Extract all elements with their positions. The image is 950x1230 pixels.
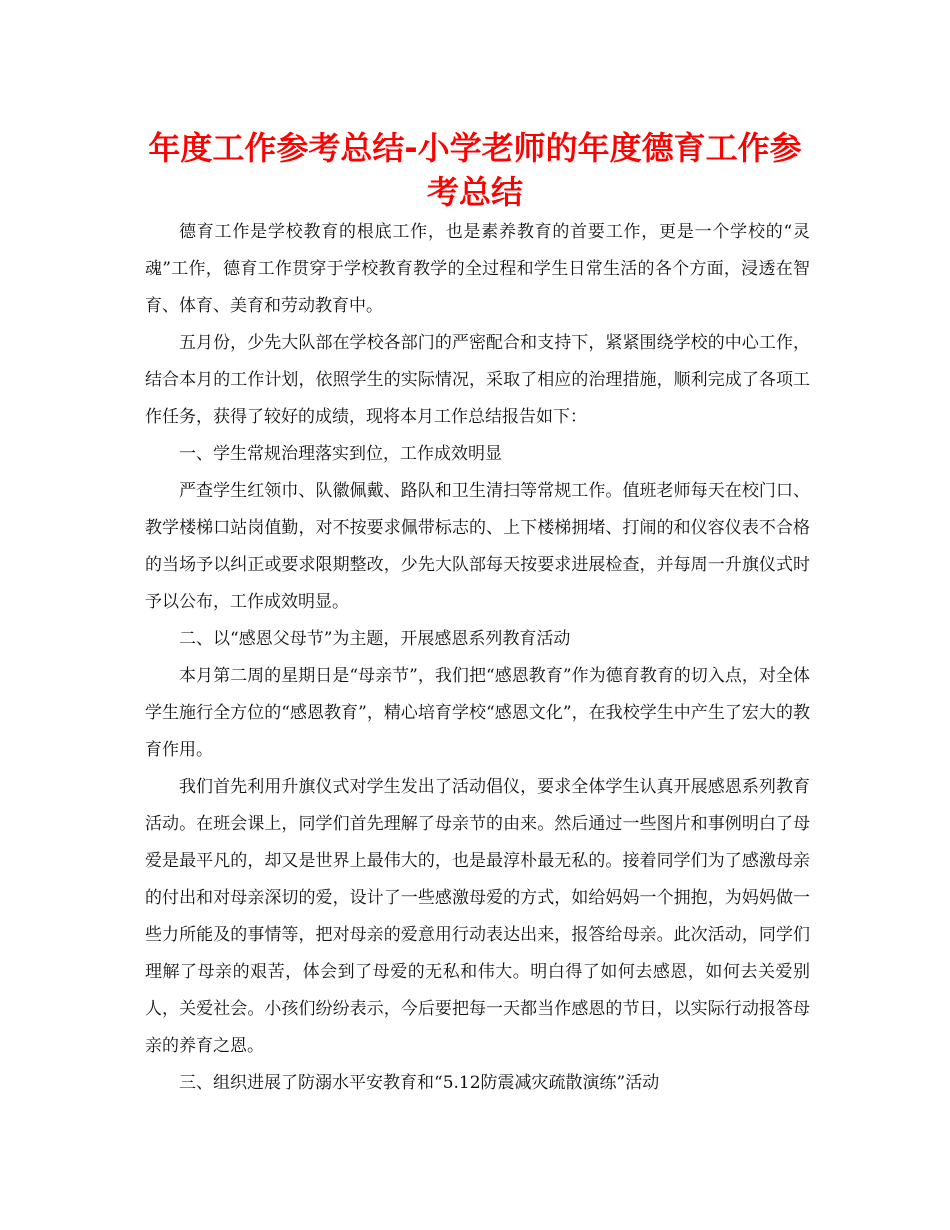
paragraph-activities: 我们首先利用升旗仪式对学生发出了活动倡仪，要求全体学生认真开展感恩系列教育活动。在班会课上，同学们首先理解了母亲节的由来。然后通过一些图片和事例明白了母爱是最平凡的，却又是世界上最伟大的，也是最淳朴最无私的。接着同学们为了感激母亲的付出和对母亲深切的爱，设计了一些感激母爱的方式，如给妈妈一个拥抱，为妈妈做一些力所能及的事情等，把对母亲的爱意用行动表达出来，报答给母亲。此次活动，同学们理解了母亲的艰苦，体会到了母爱的无私和伟大。明白得了如何去感恩，如何去关爱别人，关爱社会。小孩们纷纷表示，今后要把每一天都当作感恩的节日，以实际行动报答母亲的养育之恩。	[145, 777, 810, 1056]
document-title: 年度工作参考总结-小学老师的年度德育工作参考总结	[148, 129, 802, 211]
paragraph-intro: 德育工作是学校教育的根底工作，也是素养教育的首要工作，更是一个学校的“灵魂”工作，德育工作贯穿于学校教育教学的全过程和学生日常生活的各个方面，浸透在智育、体育、美育和劳动教育中。	[145, 222, 810, 316]
document-body	[145, 214, 810, 1102]
paragraph-routine-checks: 严查学生红领巾、队徽佩戴、路队和卫生清扫等常规工作。值班老师每天在校门口、教学楼梯口站岗值勤，对不按要求佩带标志的、上下楼梯拥堵、打闹的和仪容仪表不合格的当场予以纠正或要求限期整改，少先大队部每天按要求进展检查，并每周一升旗仪式时予以公布，工作成效明显。	[145, 481, 810, 612]
section-heading-3: 三、组织进展了防溺水平安教育和“5.12防震减灾疏散演练”活动	[179, 1073, 660, 1093]
paragraph-mothers-day: 本月第二周的星期日是“母亲节”，我们把“感恩教育”作为德育教育的切入点，对全体学生施行全方位的“感恩教育”，精心培育学校“感恩文化”，在我校学生中产生了宏大的教育作用。	[145, 666, 810, 760]
paragraph-may-summary: 五月份，少先大队部在学校各部门的严密配合和支持下，紧紧围绕学校的中心工作，结合本月的工作计划，依照学生的实际情况，采取了相应的治理措施，顺利完成了各项工作任务，获得了较好的成绩，现将本月工作总结报告如下：	[145, 333, 810, 427]
section-heading-2: 二、以“感恩父母节”为主题，开展感恩系列教育活动	[179, 629, 571, 649]
section-heading-1: 一、学生常规治理落实到位，工作成效明显	[179, 444, 502, 464]
